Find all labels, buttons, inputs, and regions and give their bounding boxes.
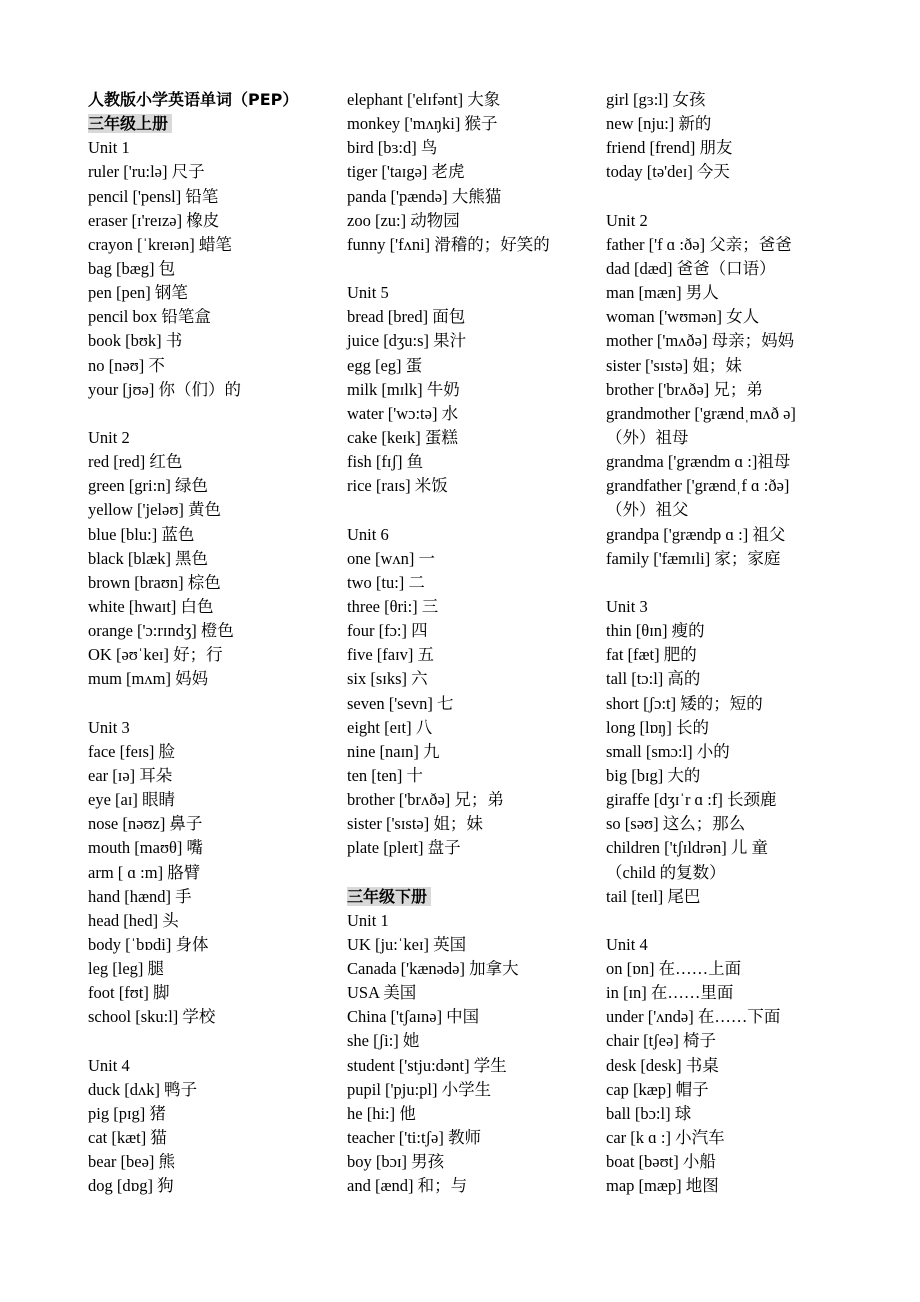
word-entry: pencil ['pensl] 铅笔 [88, 186, 219, 206]
unit-heading: Unit 4 [606, 934, 648, 954]
word-entry: bag [bæg] 包 [88, 258, 176, 278]
word-entry: eight [eɪt] 八 [347, 717, 433, 737]
blank-line [88, 692, 336, 716]
unit-heading: Unit 1 [347, 910, 389, 930]
word-entry: panda ['pændə] 大熊猫 [347, 186, 502, 206]
word-entry: foot [fʊt] 脚 [88, 983, 170, 1003]
word-entry: pupil ['pju:pl] 小学生 [347, 1079, 492, 1099]
word-entry: yellow ['jeləʊ] 黄色 [88, 500, 221, 520]
word-entry: zoo [zu:] 动物园 [347, 210, 460, 230]
unit-heading: Unit 1 [88, 138, 130, 158]
word-entry: father ['f ɑ :ðə] 父亲；爸爸 [606, 234, 792, 254]
word-entry: grandmother ['grændˌmʌð ə] [606, 403, 796, 423]
word-entry: OK [əʊˈkeɪ] 好；行 [88, 645, 223, 665]
word-entry: mouth [maʊθ] 嘴 [88, 838, 204, 858]
blank-line [606, 909, 838, 933]
word-entry: map [mæp] 地图 [606, 1176, 719, 1196]
word-entry: pencil box 铅笔盒 [88, 307, 211, 327]
blank-line [88, 1029, 336, 1053]
word-entry: grandma ['grændm ɑ :]祖母 [606, 452, 791, 472]
word-entry: one [wʌn] 一 [347, 548, 435, 568]
word-entry: eye [aɪ] 眼睛 [88, 790, 176, 810]
blank-line [88, 402, 336, 426]
word-entry: duck [dʌk] 鸭子 [88, 1079, 198, 1099]
word-entry: children ['tʃɪldrən] 儿 童 [606, 838, 768, 858]
word-entry: boy [bɔɪ] 男孩 [347, 1152, 445, 1172]
word-entry: five [faɪv] 五 [347, 645, 435, 665]
word-entry: no [nəʊ] 不 [88, 355, 165, 375]
word-entry: seven ['sevn] 七 [347, 693, 454, 713]
word-entry: and [ænd] 和；与 [347, 1176, 468, 1196]
word-entry: new [nju:] 新的 [606, 114, 712, 134]
word-entry: hand [hænd] 手 [88, 886, 192, 906]
unit-heading: Unit 4 [88, 1055, 130, 1075]
word-entry: school [sku:l] 学校 [88, 1007, 216, 1027]
word-entry: six [sɪks] 六 [347, 669, 428, 689]
word-entry: bird [bɜ:d] 鸟 [347, 138, 438, 158]
word-entry: grandfather ['grændˌf ɑ :ðə] [606, 476, 790, 496]
word-entry: ear [ɪə] 耳朵 [88, 765, 173, 785]
word-entry: cake [keɪk] 蛋糕 [347, 427, 458, 447]
word-entry: （外）祖父 [606, 500, 689, 520]
word-entry: book [bʊk] 书 [88, 331, 183, 351]
word-entry: mum [mʌm] 妈妈 [88, 669, 209, 689]
grade-heading-label: 三年级下册 [347, 887, 431, 906]
word-entry: dog [dɒg] 狗 [88, 1176, 174, 1196]
word-entry: teacher ['ti:tʃə] 教师 [347, 1128, 481, 1148]
word-entry: car [k ɑ :] 小汽车 [606, 1128, 725, 1148]
grade-heading [347, 885, 597, 909]
word-entry: tall [tɔ:l] 高的 [606, 669, 701, 689]
word-entry: thin [θɪn] 瘦的 [606, 621, 705, 641]
word-entry: blue [blu:] 蓝色 [88, 524, 195, 544]
word-entry: she [ʃi:] 她 [347, 1031, 420, 1051]
word-entry: （child 的复数） [606, 862, 726, 882]
word-entry: pig [pɪg] 猪 [88, 1103, 166, 1123]
blank-line [347, 498, 597, 522]
word-entry: water ['wɔ:tə] 水 [347, 403, 459, 423]
word-entry: nose [nəʊz] 鼻子 [88, 814, 203, 834]
unit-heading: Unit 2 [88, 427, 130, 447]
word-entry: ball [bɔ:l] 球 [606, 1103, 692, 1123]
grade-heading [88, 112, 336, 136]
blank-line [606, 571, 838, 595]
unit-heading: Unit 5 [347, 283, 389, 303]
word-entry: cat [kæt] 猫 [88, 1128, 167, 1148]
word-entry: red [red] 红色 [88, 452, 183, 472]
word-entry: cap [kæp] 帽子 [606, 1079, 709, 1099]
word-entry: small [smɔ:l] 小的 [606, 741, 730, 761]
word-entry: brother ['brʌðə] 兄；弟 [606, 379, 763, 399]
word-entry: mother ['mʌðə] 母亲；妈妈 [606, 331, 795, 351]
word-entry: boat [bəʊt] 小船 [606, 1152, 716, 1172]
word-entry: head [hed] 头 [88, 910, 179, 930]
word-entry: rice [raɪs] 米饭 [347, 476, 448, 496]
word-entry: eraser [ɪ'reɪzə] 橡皮 [88, 210, 220, 230]
unit-heading: Unit 3 [606, 596, 648, 616]
word-entry: ruler ['ru:lə] 尺子 [88, 162, 205, 182]
word-entry: （外）祖母 [606, 427, 689, 447]
blank-line [347, 257, 597, 281]
word-entry: student ['stju:dənt] 学生 [347, 1055, 507, 1075]
unit-heading: Unit 6 [347, 524, 389, 544]
word-entry: short [ʃɔ:t] 矮的；短的 [606, 693, 763, 713]
word-entry: grandpa ['grændp ɑ :] 祖父 [606, 524, 786, 544]
word-entry: long [lɒŋ] 长的 [606, 717, 709, 737]
word-entry: leg [leg] 腿 [88, 959, 165, 979]
document-title: 人教版小学英语单词（PEP） [88, 90, 299, 109]
word-entry: egg [eg] 蛋 [347, 355, 423, 375]
word-entry: sister ['sɪstə] 姐；妹 [347, 814, 483, 834]
word-entry: crayon [ˈkreɪən] 蜡笔 [88, 234, 232, 254]
word-entry: body [ˈbɒdi] 身体 [88, 934, 209, 954]
unit-heading: Unit 3 [88, 717, 130, 737]
word-entry: today [tə'deɪ] 今天 [606, 162, 730, 182]
word-entry: he [hi:] 他 [347, 1103, 416, 1123]
word-entry: tiger ['taɪgə] 老虎 [347, 162, 465, 182]
word-entry: elephant ['elɪfənt] 大象 [347, 90, 501, 109]
unit-heading: Unit 2 [606, 210, 648, 230]
word-entry: woman ['wʊmən] 女人 [606, 307, 760, 327]
column-2 [347, 88, 597, 1198]
word-entry: tail [teɪl] 尾巴 [606, 886, 701, 906]
word-entry: four [fɔ:] 四 [347, 621, 428, 641]
word-entry: so [səʊ] 这么；那么 [606, 814, 746, 834]
column-1 [88, 88, 336, 1198]
word-entry: UK [ju:ˈkeɪ] 英国 [347, 934, 467, 954]
word-entry: face [feɪs] 脸 [88, 741, 176, 761]
word-entry: man [mæn] 男人 [606, 283, 719, 303]
word-entry: nine [naɪn] 九 [347, 741, 440, 761]
word-entry: girl [gɜ:l] 女孩 [606, 90, 706, 109]
word-entry: bread [bred] 面包 [347, 307, 466, 327]
word-entry: giraffe [dʒɪˈr ɑ :f] 长颈鹿 [606, 790, 777, 810]
word-entry: green [gri:n] 绿色 [88, 476, 209, 496]
word-entry: bear [beə] 熊 [88, 1152, 176, 1172]
word-entry: milk [mɪlk] 牛奶 [347, 379, 460, 399]
word-entry: desk [desk] 书桌 [606, 1055, 719, 1075]
word-entry: two [tu:] 二 [347, 572, 425, 592]
grade-heading-label: 三年级上册 [88, 114, 172, 133]
word-entry: dad [dæd] 爸爸（口语） [606, 258, 776, 278]
word-entry: sister ['sɪstə] 姐；妹 [606, 355, 742, 375]
word-entry: brother ['brʌðə] 兄；弟 [347, 790, 504, 810]
word-entry: in [ɪn] 在……里面 [606, 983, 734, 1003]
word-entry: chair [tʃeə] 椅子 [606, 1031, 716, 1051]
blank-line [347, 861, 597, 885]
word-entry: Canada ['kænədə] 加拿大 [347, 959, 519, 979]
column-3 [606, 88, 838, 1198]
word-entry: plate [pleɪt] 盘子 [347, 838, 461, 858]
word-entry: ten [ten] 十 [347, 765, 424, 785]
word-entry: orange ['ɔ:rɪndʒ] 橙色 [88, 621, 234, 641]
word-entry: pen [pen] 钢笔 [88, 283, 188, 303]
word-entry: funny ['fʌni] 滑稽的；好笑的 [347, 234, 550, 254]
word-entry: fat [fæt] 肥的 [606, 645, 697, 665]
word-entry: three [θri:] 三 [347, 596, 439, 616]
word-entry: fish [fɪʃ] 鱼 [347, 452, 424, 472]
word-entry: juice [dʒu:s] 果汁 [347, 331, 467, 351]
blank-line [606, 185, 838, 209]
word-entry: brown [braʊn] 棕色 [88, 572, 221, 592]
word-entry: China ['tʃaɪnə] 中国 [347, 1007, 480, 1027]
word-entry: your [jʊə] 你（们）的 [88, 379, 241, 399]
word-entry: under ['ʌndə] 在……下面 [606, 1007, 781, 1027]
word-entry: big [bɪg] 大的 [606, 765, 701, 785]
word-entry: monkey ['mʌŋki] 猴子 [347, 114, 498, 134]
word-entry: arm [ ɑ :m] 胳臂 [88, 862, 201, 882]
word-entry: friend [frend] 朋友 [606, 138, 733, 158]
word-entry: on [ɒn] 在……上面 [606, 959, 742, 979]
word-entry: USA 美国 [347, 983, 417, 1003]
word-entry: family ['fæmɪli] 家；家庭 [606, 548, 781, 568]
word-entry: white [hwaɪt] 白色 [88, 596, 214, 616]
word-entry: black [blæk] 黑色 [88, 548, 209, 568]
